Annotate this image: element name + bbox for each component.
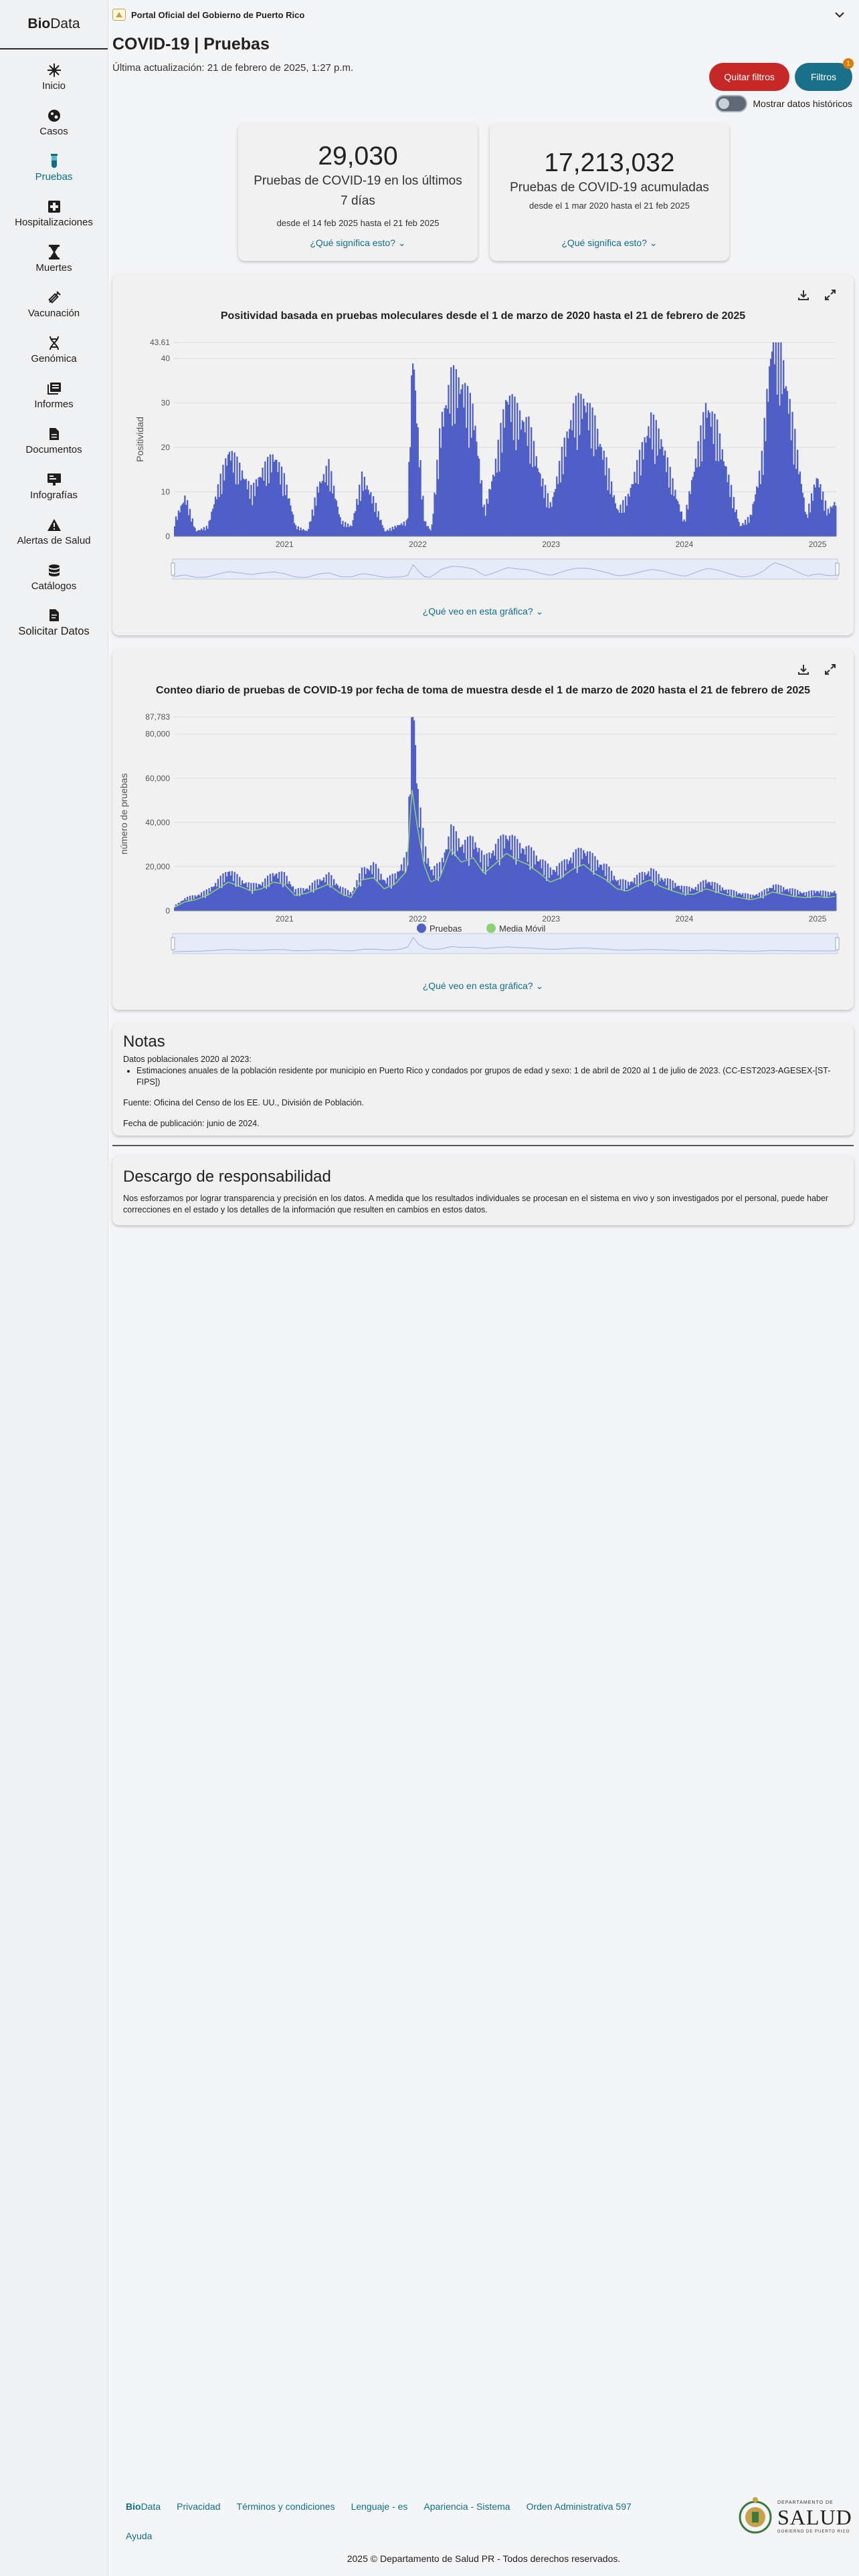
fullscreen-icon[interactable] xyxy=(824,663,836,679)
pr-seal-icon xyxy=(739,2496,772,2539)
chart-title: Positividad basada en pruebas moleculares desde el 1 de marzo de 2020 hasta el 21 de febrero de 2025 xyxy=(220,310,746,322)
footer-links xyxy=(126,2501,632,2512)
toggle-switch[interactable] xyxy=(715,95,747,112)
y-tick-label: 40 xyxy=(161,354,170,364)
sidebar-item-infografias[interactable]: Infografías xyxy=(0,463,108,508)
footer-link-orden[interactable]: Orden Administrativa 597 xyxy=(526,2501,632,2512)
y-tick-label: 10 xyxy=(161,487,170,497)
x-tick-label: 2023 xyxy=(542,540,561,549)
syringe-icon xyxy=(47,289,62,306)
daily-tests-chart[interactable] xyxy=(112,702,854,996)
sidebar-item-pruebas[interactable]: Pruebas xyxy=(0,144,108,190)
clear-filters-button[interactable]: Quitar filtros xyxy=(709,63,789,91)
y-tick-label: 20,000 xyxy=(145,861,170,871)
footer-brand[interactable]: BioData xyxy=(126,2501,161,2512)
chart-tools xyxy=(797,289,836,304)
footer-link-ayuda[interactable]: Ayuda xyxy=(126,2531,153,2541)
logo-main-text: SALUD xyxy=(777,2505,852,2529)
database-icon xyxy=(48,562,60,579)
stat-range: desde el 14 feb 2025 hasta el 21 feb 2025 xyxy=(276,218,440,228)
footer-link-apariencia[interactable]: Apariencia - Sistema xyxy=(423,2501,510,2512)
gov-banner[interactable] xyxy=(108,0,859,29)
chevron-down-icon: ⌄ xyxy=(535,980,544,991)
notes-source: Fuente: Oficina del Censo de los EE. UU., División de Población. xyxy=(123,1098,364,1107)
historical-toggle[interactable] xyxy=(715,95,852,112)
disclaimer-card xyxy=(112,1156,854,1225)
toggle-label: Mostrar datos históricos xyxy=(753,98,852,109)
x-tick-label: 2024 xyxy=(675,540,694,549)
filter-actions xyxy=(709,60,852,91)
x-tick-label: 2023 xyxy=(542,914,561,924)
brand-logo[interactable]: Bio Data xyxy=(0,0,108,49)
stat-card-cumulative xyxy=(490,123,729,261)
request-icon xyxy=(49,607,60,624)
sidebar-item-catalogos[interactable]: Catálogos xyxy=(0,554,108,599)
data-bar xyxy=(835,506,836,536)
notes-subtitle: Datos poblacionales 2020 al 2023: xyxy=(123,1055,252,1064)
disclaimer-text: Nos esforzamos por lograr transparencia y precisión en los datos. A medida que los resultados individuales se procesan en el sistema en vivo y son investigados por el personal, puede haber correcciones en el estado y los detalles de la información que resulten en cambios en estos datos. xyxy=(123,1194,829,1214)
what-chart-link[interactable]: ¿Qué veo en esta gráfica? ⌄ xyxy=(422,980,544,991)
daily-tests-chart-card xyxy=(112,649,854,1010)
x-tick-label: 2022 xyxy=(409,540,427,549)
download-icon[interactable] xyxy=(797,289,809,304)
virus-icon xyxy=(47,62,62,79)
sidebar-item-vacunacion[interactable]: Vacunación xyxy=(0,281,108,326)
what-chart-link[interactable]: ¿Qué veo en esta gráfica? ⌄ xyxy=(422,606,544,617)
data-bar xyxy=(835,893,836,911)
stat-label: Pruebas de COVID-19 acumuladas xyxy=(510,181,709,195)
logo-sub-text: GOBIERNO DE PUERTO RICO xyxy=(777,2530,850,2534)
notes-bullet: • Estimaciones anuales de la población residente por municipio en Puerto Rico y condados por grupos de edad y sexo: 1 de abril de 2020 al 1 de julio de 2023. (CC-EST2023-AGESEX-[ST-FIPS]) xyxy=(136,1065,843,1088)
fullscreen-icon[interactable] xyxy=(824,289,836,304)
what-means-link[interactable]: ¿Qué significa esto? ⌄ xyxy=(561,237,658,248)
footer-link-lenguaje[interactable]: Lenguaje - es xyxy=(351,2501,408,2512)
warning-icon xyxy=(47,516,62,534)
sidebar-item-solicitar[interactable]: Solicitar Datos xyxy=(0,599,108,645)
y-axis-label: número de pruebas xyxy=(118,773,129,855)
legend-label: Pruebas xyxy=(430,924,462,934)
stat-value: 17,213,032 xyxy=(544,148,675,177)
slider-handle-left xyxy=(171,938,175,950)
document-icon xyxy=(49,425,60,443)
sidebar-item-informes[interactable]: Informes xyxy=(0,372,108,417)
x-tick-label: 2021 xyxy=(275,540,294,549)
y-tick-label: 60,000 xyxy=(145,773,170,783)
y-tick-label: 0 xyxy=(165,906,170,916)
chevron-down-icon: ⌄ xyxy=(535,606,544,617)
stat-range: desde el 1 mar 2020 hasta el 21 feb 2025 xyxy=(529,201,690,211)
sidebar-item-documentos[interactable]: Documentos xyxy=(0,417,108,463)
positivity-chart[interactable] xyxy=(112,328,854,622)
footer-link-privacidad[interactable]: Privacidad xyxy=(177,2501,221,2512)
chevron-down-icon: ⌄ xyxy=(649,237,658,248)
slider-handle-left xyxy=(171,563,175,575)
chart-title: Conteo diario de pruebas de COVID-19 por fecha de toma de muestra desde el 1 de marzo de 2020 hasta el 21 de febrero de 2025 xyxy=(155,685,811,696)
page-title: COVID-19 | Pruebas xyxy=(112,35,270,53)
stat-card-7-days xyxy=(238,123,478,261)
x-tick-label: 2024 xyxy=(675,914,694,924)
logo-top-text: DEPARTAMENTO DE xyxy=(777,2500,834,2505)
sidebar-item-alertas[interactable]: Alertas de Salud xyxy=(0,508,108,554)
y-tick-label: 20 xyxy=(161,443,170,453)
y-tick-label: 80,000 xyxy=(145,729,170,739)
filters-count-badge: 1 xyxy=(843,58,854,69)
sidebar xyxy=(0,0,108,2576)
test-tube-icon xyxy=(47,152,62,170)
legend-label: Media Móvil xyxy=(499,924,546,934)
filters-button[interactable]: Filtros 1 xyxy=(795,63,852,91)
what-means-link[interactable]: ¿Qué significa esto? ⌄ xyxy=(310,237,406,248)
section-divider xyxy=(112,1145,854,1146)
copyright: 2025 © Departamento de Salud PR - Todos derechos reservados. xyxy=(347,2553,621,2564)
last-updated: Última actualización: 21 de febrero de 2025, 1:27 p.m. xyxy=(112,62,354,74)
x-tick-label: 2025 xyxy=(808,914,827,924)
footer-link-terminos[interactable]: Términos y condiciones xyxy=(236,2501,335,2512)
chevron-down-icon: ⌄ xyxy=(397,237,406,248)
sidebar-item-inicio[interactable]: Inicio xyxy=(0,53,108,99)
y-tick-label: 0 xyxy=(165,532,170,541)
stat-label: Pruebas de COVID-19 en los últimos 7 días xyxy=(254,174,462,208)
sidebar-item-casos[interactable]: Casos xyxy=(0,99,108,144)
chart-tools xyxy=(797,663,836,679)
sidebar-item-muertes[interactable]: Muertes xyxy=(0,235,108,281)
y-tick-label: 40,000 xyxy=(145,817,170,827)
dna-icon xyxy=(48,334,60,352)
legend-swatch xyxy=(417,924,426,933)
pr-seal-icon xyxy=(112,9,126,21)
slider-handle-right xyxy=(836,938,839,950)
y-axis-label: Positividad xyxy=(134,417,145,462)
gov-banner-text: Portal Oficial del Gobierno de Puerto Rico xyxy=(131,9,305,20)
notes-published: Fecha de publicación: junio de 2024. xyxy=(123,1119,260,1128)
y-tick-label: 87,783 xyxy=(145,712,170,722)
y-tick-label: 43.61 xyxy=(149,338,170,347)
stat-value: 29,030 xyxy=(318,142,398,171)
hourglass-icon xyxy=(48,243,60,261)
chevron-down-icon[interactable] xyxy=(835,10,844,20)
zoom-slider xyxy=(173,934,838,954)
sidebar-item-hospitalizaciones[interactable]: Hospitalizaciones xyxy=(0,190,108,235)
x-tick-label: 2022 xyxy=(409,914,427,924)
salud-logo xyxy=(739,2496,852,2539)
hospital-cross-icon xyxy=(47,198,61,215)
positivity-chart-card xyxy=(112,274,854,635)
toggle-knob xyxy=(719,98,729,109)
slider-handle-right xyxy=(836,563,839,575)
notes-title: Notas xyxy=(123,1033,165,1051)
sidebar-item-genomica[interactable]: Genómica xyxy=(0,326,108,372)
x-tick-label: 2025 xyxy=(808,540,827,549)
legend-swatch xyxy=(486,924,496,933)
y-tick-label: 30 xyxy=(161,398,170,408)
virus-cells-icon xyxy=(47,107,62,124)
notes-card xyxy=(112,1023,854,1136)
x-tick-label: 2021 xyxy=(275,914,294,924)
infographic-icon xyxy=(47,471,62,488)
reports-icon xyxy=(47,380,62,397)
disclaimer-title: Descargo de responsabilidad xyxy=(123,1168,331,1186)
download-icon[interactable] xyxy=(797,663,809,679)
